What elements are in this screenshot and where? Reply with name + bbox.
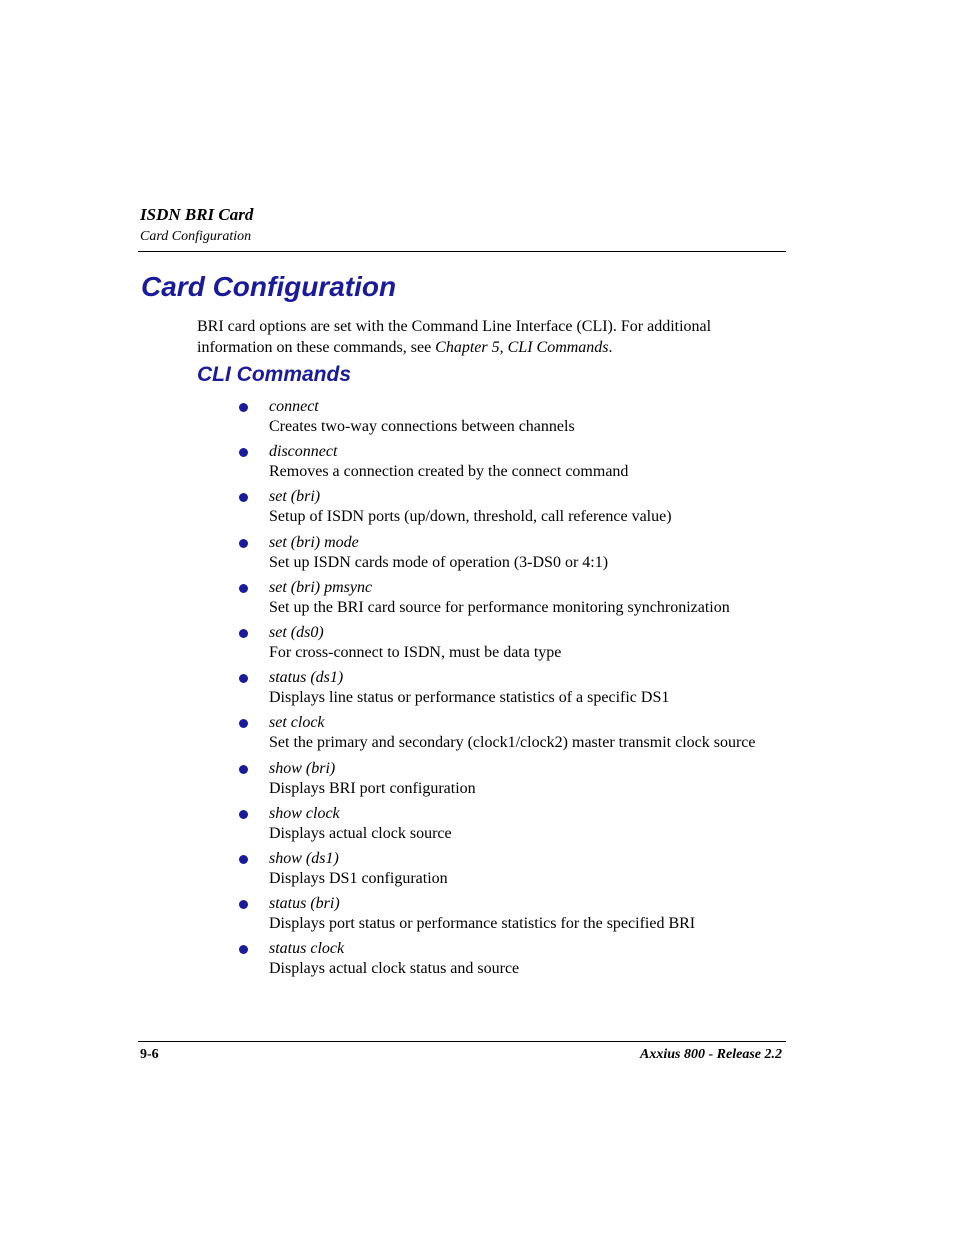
command-name: status clock bbox=[269, 940, 345, 958]
running-header-subtitle: Card Configuration bbox=[140, 229, 252, 244]
command-name: set (bri) bbox=[269, 488, 321, 506]
command-name: show (bri) bbox=[269, 759, 336, 777]
command-description: Displays line status or performance statistics of a specific DS1 bbox=[269, 689, 670, 707]
command-description: Displays actual clock source bbox=[269, 824, 452, 842]
page-number: 9-6 bbox=[140, 1047, 159, 1062]
command-description: Creates two-way connections between channels bbox=[269, 418, 575, 435]
bullet-icon bbox=[239, 403, 248, 412]
list-item bbox=[238, 894, 798, 939]
list-item bbox=[238, 487, 798, 532]
command-name: show clock bbox=[269, 804, 340, 822]
list-item bbox=[238, 623, 798, 668]
command-description: Set up ISDN cards mode of operation (3-DS0 or 4:1) bbox=[269, 553, 609, 571]
bullet-icon bbox=[239, 674, 248, 683]
command-name: set (ds0) bbox=[269, 623, 324, 641]
bullet-icon bbox=[239, 900, 248, 909]
command-name: connect bbox=[269, 398, 319, 415]
command-description: For cross-connect to ISDN, must be data type bbox=[269, 643, 562, 661]
footer-rule bbox=[138, 1041, 786, 1042]
header-rule bbox=[138, 251, 786, 252]
command-name: status (bri) bbox=[269, 895, 340, 913]
bullet-icon bbox=[239, 539, 248, 548]
bullet-icon bbox=[239, 584, 248, 593]
intro-end: . bbox=[608, 338, 613, 356]
bullet-icon bbox=[239, 810, 248, 819]
section-heading: CLI Commands bbox=[197, 363, 352, 386]
bullet-icon bbox=[239, 719, 248, 728]
chapter-reference: Chapter 5, CLI Commands bbox=[435, 338, 609, 356]
bullet-icon bbox=[239, 448, 248, 457]
command-name: disconnect bbox=[269, 443, 338, 461]
command-description: Displays port status or performance statistics for the specified BRI bbox=[269, 915, 696, 933]
list-item bbox=[238, 668, 798, 713]
bullet-icon bbox=[239, 629, 248, 638]
list-item bbox=[238, 804, 798, 849]
command-description: Set the primary and secondary (clock1/clock2) master transmit clock source bbox=[269, 734, 756, 752]
list-item bbox=[238, 578, 798, 623]
command-name: set (bri) pmsync bbox=[269, 578, 373, 596]
running-header-title: ISDN BRI Card bbox=[140, 205, 254, 224]
bullet-icon bbox=[239, 945, 248, 954]
bullet-icon bbox=[239, 855, 248, 864]
command-description: Displays actual clock status and source bbox=[269, 960, 520, 978]
command-name: set clock bbox=[269, 714, 325, 732]
command-name: set (bri) mode bbox=[269, 533, 359, 551]
command-description: Setup of ISDN ports (up/down, threshold, call reference value) bbox=[269, 508, 672, 526]
command-name: status (ds1) bbox=[269, 669, 344, 687]
page-title: Card Configuration bbox=[141, 271, 397, 302]
list-item bbox=[238, 397, 798, 442]
list-item bbox=[238, 442, 798, 487]
list-item bbox=[238, 533, 798, 578]
list-item bbox=[238, 759, 798, 804]
command-description: Displays DS1 configuration bbox=[269, 869, 448, 887]
command-name: show (ds1) bbox=[269, 849, 339, 867]
bullet-icon bbox=[239, 765, 248, 774]
command-description: Removes a connection created by the connect command bbox=[269, 463, 629, 481]
list-item bbox=[238, 713, 798, 758]
list-item bbox=[238, 849, 798, 894]
product-release: Axxius 800 - Release 2.2 bbox=[640, 1047, 782, 1062]
bullet-icon bbox=[239, 493, 248, 502]
list-item bbox=[238, 939, 798, 984]
command-list bbox=[238, 397, 798, 984]
intro-text: BRI card options are set with the Command Line Interface (CLI). For additional information on these commands, see bbox=[197, 318, 712, 356]
command-description: Displays BRI port configuration bbox=[269, 779, 476, 797]
command-description: Set up the BRI card source for performance monitoring synchronization bbox=[269, 598, 730, 616]
intro-paragraph bbox=[197, 317, 777, 358]
